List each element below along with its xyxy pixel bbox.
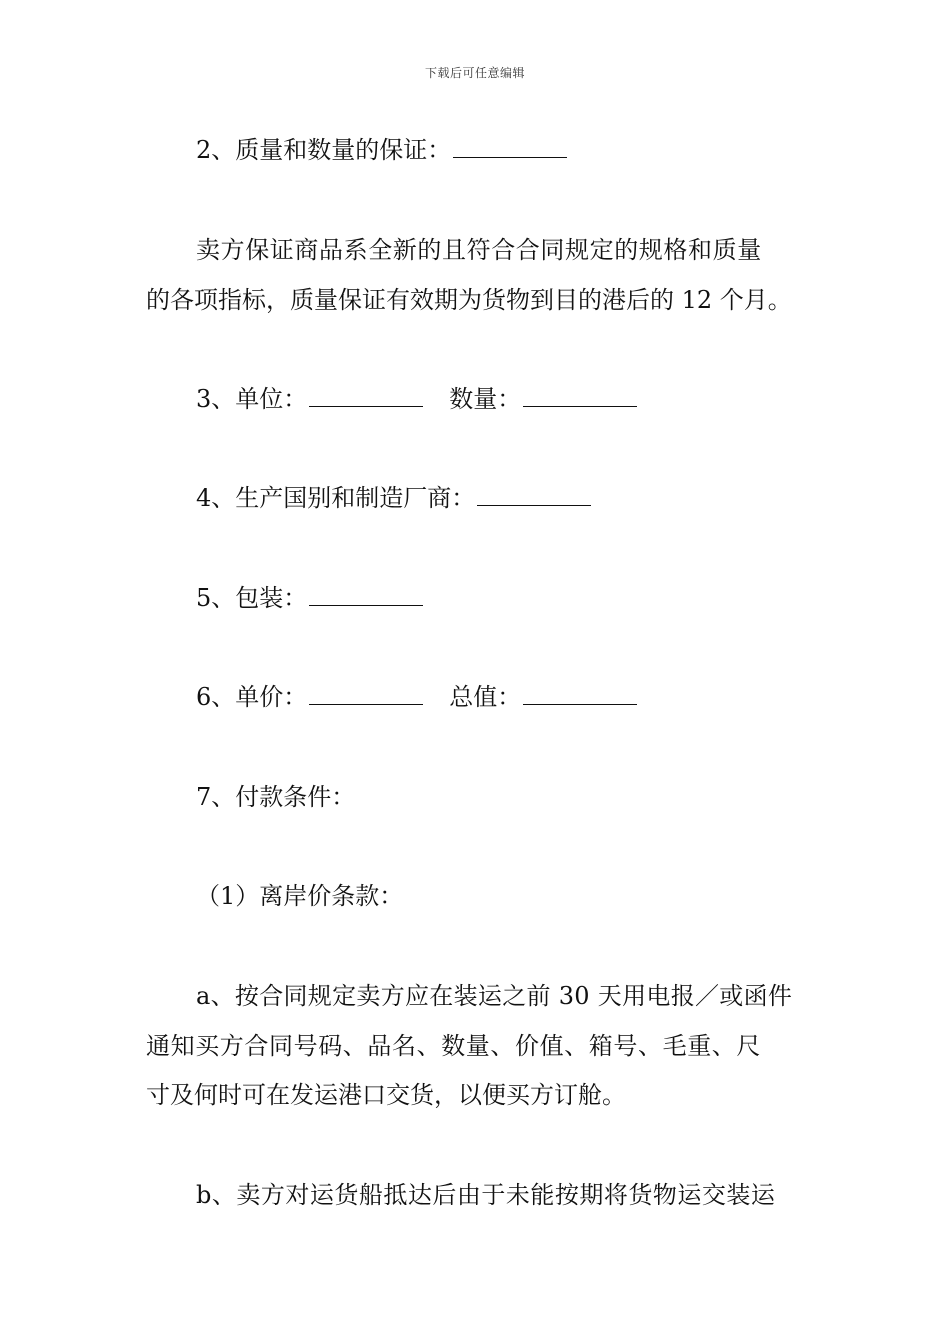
quantity-label: 数量： (449, 385, 522, 413)
total-value-label: 总值： (449, 683, 522, 711)
clause-7-title: 7、付款条件： (196, 783, 356, 811)
unit-label: 3、单位： (196, 385, 308, 413)
page-header: 下载后可任意编辑 (424, 66, 525, 80)
total-value-blank (523, 682, 637, 705)
clause-2-title (196, 134, 567, 166)
unit-blank (309, 384, 423, 407)
clause-6 (196, 681, 637, 713)
unit-price-label: 6、单价： (196, 683, 308, 711)
clause-7-1-title: （1）离岸价条款： (196, 882, 404, 910)
clause-2-label: 2、质量和数量的保证： (196, 136, 452, 164)
packing-label: 5、包装： (196, 584, 308, 612)
clause-a-line2: 通知买方合同号码、品名、数量、价值、箱号、毛重、尺 (146, 1032, 761, 1060)
clause-a-line1: a、按合同规定卖方应在装运之前 30 天用电报／或函件 (196, 982, 793, 1010)
clause-2-body-line1: 卖方保证商品系全新的且符合合同规定的规格和质量 (196, 236, 762, 264)
clause-3 (196, 383, 637, 415)
clause-4 (196, 482, 591, 514)
clause-b-line1: b、卖方对运货船抵达后由于未能按期将货物运交装运 (196, 1181, 776, 1209)
origin-manufacturer-label: 4、生产国别和制造厂商： (196, 484, 476, 512)
clause-a-line3: 寸及何时可在发运港口交货，以便买方订舱。 (146, 1081, 626, 1109)
unit-price-blank (309, 682, 423, 705)
quantity-blank (523, 384, 637, 407)
packing-blank (309, 583, 423, 606)
quality-quantity-blank (453, 135, 567, 158)
clause-2-body-line2: 的各项指标，质量保证有效期为货物到目的港后的 12 个月。 (146, 286, 792, 314)
clause-5 (196, 582, 423, 614)
origin-manufacturer-blank (477, 483, 591, 506)
